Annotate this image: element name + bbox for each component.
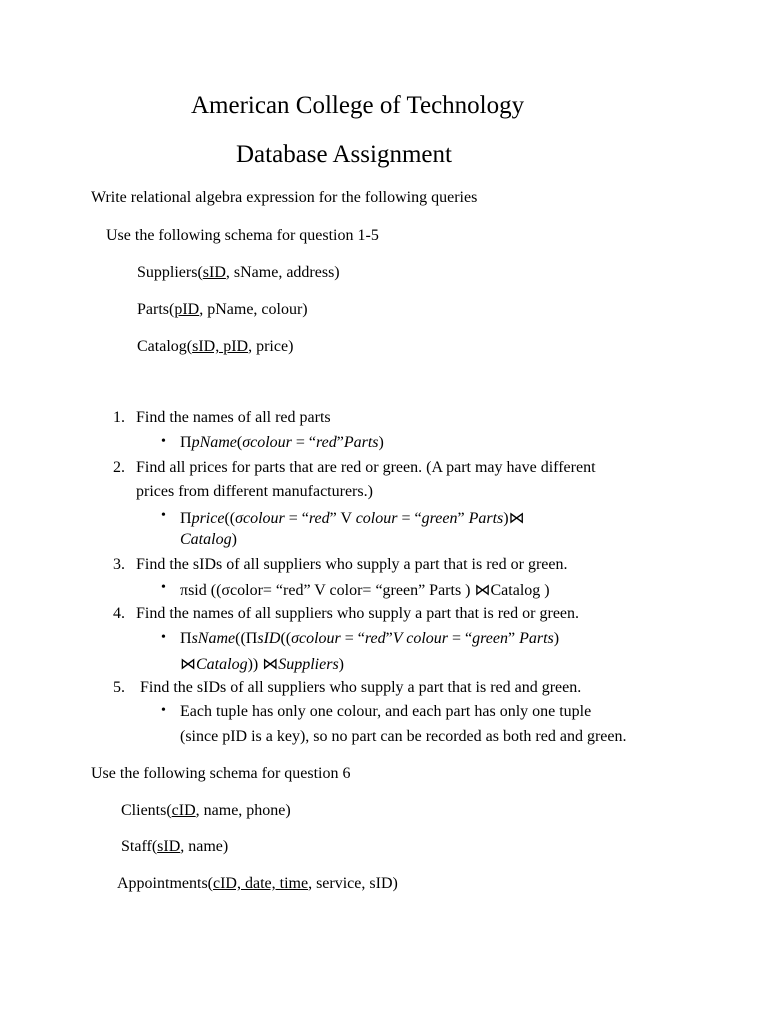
primary-key: sID, pID	[192, 338, 249, 355]
ans-part: ”	[385, 630, 393, 647]
schema-rest: , name, phone)	[195, 802, 291, 819]
q4-number: 4.	[113, 605, 125, 622]
ans-part: sName	[191, 630, 236, 647]
schema-prefix: Appointments(	[117, 875, 213, 892]
ans-part: )	[378, 434, 384, 451]
schema-prefix: Parts(	[137, 301, 175, 318]
q2-number: 2.	[113, 459, 125, 476]
schema-rest: , service, sID)	[308, 875, 398, 892]
ans-part: sID	[257, 630, 281, 647]
ans-part: = “	[340, 630, 365, 647]
ans-part: σcolour	[235, 510, 285, 527]
schema-rest: , name)	[180, 838, 229, 855]
ans-part: )) ⋈	[247, 656, 279, 673]
ans-part: ⋈	[180, 656, 196, 673]
ans-part: Π	[180, 510, 192, 527]
ans-part: red	[308, 510, 330, 527]
ans-part: Π	[180, 630, 192, 647]
bullet-icon: •	[161, 630, 166, 645]
ans-part: = “	[397, 510, 422, 527]
schema-parts	[137, 301, 308, 319]
ans-part: Catalog	[180, 531, 232, 548]
q3-text: Find the sIDs of all suppliers who supply a part that is red or green.	[136, 556, 568, 573]
schema-clients	[121, 802, 291, 820]
ans-part: colour	[355, 510, 398, 527]
ans-part: )	[231, 531, 237, 548]
q1-text: Find the names of all red parts	[136, 409, 331, 426]
primary-key: sID	[202, 264, 226, 281]
ans-part: (	[236, 434, 243, 451]
q5-text: Find the sIDs of all suppliers who supply a part that is red and green.	[140, 679, 582, 696]
ans-part: price	[191, 510, 225, 527]
ans-part: Parts	[519, 630, 554, 647]
ans-part: )	[553, 630, 560, 647]
q2-answer-line2	[180, 531, 237, 549]
primary-key: sID	[157, 838, 181, 855]
ans-part: ”	[507, 630, 520, 647]
ans-part: pName	[191, 434, 237, 451]
q5-number: 5.	[113, 679, 125, 696]
q2-text-line2: prices from different manufacturers.)	[136, 483, 373, 500]
ans-part: Parts	[468, 510, 504, 527]
q2-text-line1: Find all prices for parts that are red or green. (A part may have different	[136, 459, 596, 476]
q3-number: 3.	[113, 556, 125, 573]
ans-part: V colour	[392, 630, 449, 647]
bullet-icon: •	[161, 508, 166, 523]
q3-answer: πsid ((σcolor= “red” V color= “green” Parts ) ⋈Catalog )	[180, 582, 550, 599]
intro-text: Write relational algebra expression for the following queries	[91, 189, 478, 206]
bullet-icon: •	[161, 580, 166, 595]
schema-staff	[121, 838, 228, 856]
ans-part: red	[364, 630, 386, 647]
primary-key: cID	[171, 802, 196, 819]
ans-part: Π	[180, 434, 192, 451]
ans-part: σcolour	[291, 630, 341, 647]
schema-prefix: Catalog(	[137, 338, 193, 355]
q2-answer-line1	[180, 508, 525, 528]
q1-number: 1.	[113, 409, 125, 426]
ans-part: green	[421, 510, 458, 527]
ans-part: = “	[448, 630, 473, 647]
q4-text: Find the names of all suppliers who supply a part that is red or green.	[136, 605, 580, 622]
ans-part: ((	[224, 510, 236, 527]
ans-part: )⋈	[503, 510, 525, 527]
schema-prefix: Suppliers(	[137, 264, 203, 281]
ans-part: Suppliers	[278, 656, 339, 673]
ans-part: red	[316, 434, 337, 451]
schema2-heading: Use the following schema for question 6	[91, 765, 351, 782]
ans-part: = “	[291, 434, 317, 451]
ans-part: Parts	[343, 434, 379, 451]
bullet-icon: •	[161, 434, 166, 449]
ans-part: )	[338, 656, 344, 673]
schema-prefix: Clients(	[121, 802, 172, 819]
document-subtitle: Database Assignment	[236, 141, 452, 168]
primary-key: cID, date, time	[213, 875, 309, 892]
ans-part: green	[472, 630, 508, 647]
q5-answer-line1: Each tuple has only one colour, and each part has only one tuple	[180, 703, 592, 720]
ans-part: ” V	[329, 510, 356, 527]
schema-appointments	[117, 875, 398, 893]
q5-answer-line2: (since pID is a key), so no part can be recorded as both red and green.	[180, 728, 627, 745]
schema1-heading: Use the following schema for question 1-5	[106, 227, 379, 244]
schema-rest: , sName, address)	[225, 264, 340, 281]
ans-part: σcolour	[242, 434, 292, 451]
document-title: American College of Technology	[191, 92, 525, 119]
schema-rest: , pName, colour)	[199, 301, 308, 318]
bullet-icon: •	[161, 703, 166, 718]
schema-catalog	[137, 338, 293, 356]
ans-part: = “	[284, 510, 309, 527]
ans-part: ((	[280, 630, 292, 647]
schema-rest: , price)	[248, 338, 294, 355]
primary-key: pID	[174, 301, 200, 318]
schema-prefix: Staff(	[121, 838, 158, 855]
q4-answer-line2	[180, 654, 344, 674]
ans-part: ((Π	[235, 630, 258, 647]
ans-part: ”	[336, 434, 344, 451]
ans-part: ”	[457, 510, 469, 527]
schema-suppliers	[137, 264, 340, 282]
q1-answer	[180, 434, 384, 452]
ans-part: Catalog	[196, 656, 248, 673]
q4-answer-line1	[180, 630, 559, 648]
